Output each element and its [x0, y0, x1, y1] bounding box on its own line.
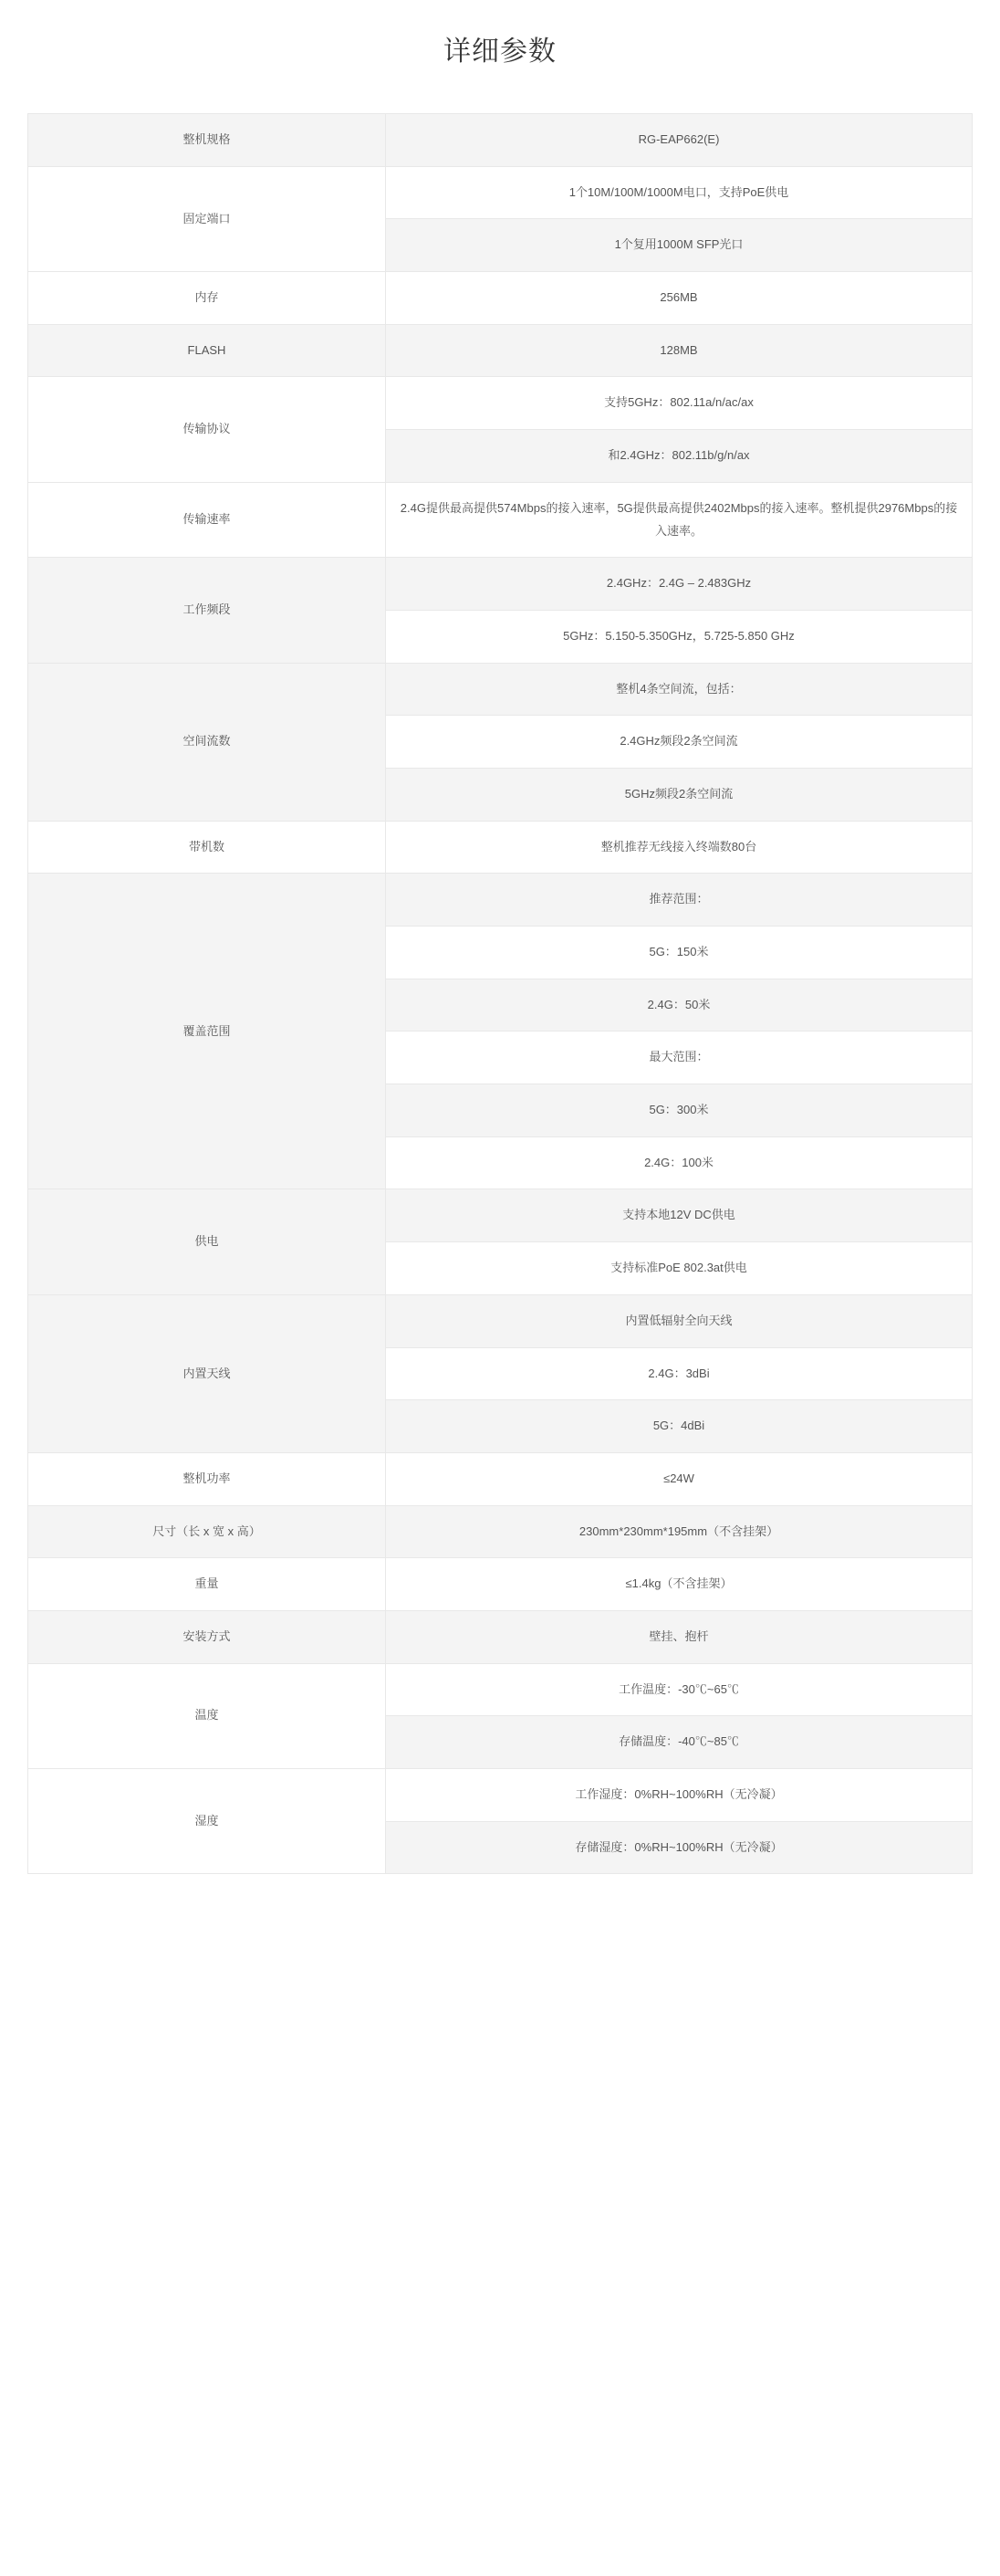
- spec-table-body: [28, 114, 973, 1874]
- spec-value: 支持标准PoE 802.3at供电: [386, 1242, 973, 1295]
- spec-value: ≤1.4kg（不含挂架）: [386, 1558, 973, 1611]
- spec-value: 2.4G：100米: [386, 1136, 973, 1189]
- table-row: [28, 1663, 973, 1716]
- spec-value: 2.4G：3dBi: [386, 1347, 973, 1400]
- spec-value: 整机推荐无线接入终端数80台: [386, 821, 973, 874]
- table-row: [28, 272, 973, 325]
- spec-value: 5G：300米: [386, 1084, 973, 1137]
- table-row: [28, 558, 973, 611]
- spec-value: 最大范围：: [386, 1031, 973, 1084]
- spec-table-wrapper: [0, 113, 1000, 1874]
- table-row: [28, 821, 973, 874]
- spec-value: RG-EAP662(E): [386, 114, 973, 167]
- table-row: [28, 1189, 973, 1242]
- spec-label: 固定端口: [28, 166, 386, 271]
- spec-value: 2.4G：50米: [386, 979, 973, 1031]
- table-row: [28, 1610, 973, 1663]
- page-title: 详细参数: [443, 37, 557, 67]
- table-row: [28, 114, 973, 167]
- spec-value: 壁挂、抱杆: [386, 1610, 973, 1663]
- spec-value: 支持本地12V DC供电: [386, 1189, 973, 1242]
- spec-value: 1个复用1000M SFP光口: [386, 219, 973, 272]
- spec-label: 带机数: [28, 821, 386, 874]
- spec-label: 传输速率: [28, 482, 386, 557]
- spec-label: 安装方式: [28, 1610, 386, 1663]
- specification-table: [27, 113, 973, 1874]
- table-row: [28, 166, 973, 219]
- spec-value: 2.4G提供最高提供574Mbps的接入速率，5G提供最高提供2402Mbps的接入速率。整机提供2976Mbps的接入速率。: [386, 482, 973, 557]
- spec-value: 230mm*230mm*195mm（不含挂架）: [386, 1505, 973, 1558]
- spec-label: 温度: [28, 1663, 386, 1768]
- spec-label: 整机功率: [28, 1452, 386, 1505]
- spec-value: 5G：4dBi: [386, 1400, 973, 1453]
- spec-value: 工作湿度：0%RH~100%RH（无冷凝）: [386, 1769, 973, 1822]
- spec-label: 尺寸（长 x 宽 x 高）: [28, 1505, 386, 1558]
- spec-value: 1个10M/100M/1000M电口，支持PoE供电: [386, 166, 973, 219]
- spec-value: 5GHz频段2条空间流: [386, 768, 973, 821]
- spec-value: 2.4GHz频段2条空间流: [386, 716, 973, 769]
- spec-label: 空间流数: [28, 663, 386, 821]
- spec-value: 和2.4GHz：802.11b/g/n/ax: [386, 430, 973, 483]
- spec-value: 256MB: [386, 272, 973, 325]
- table-row: [28, 324, 973, 377]
- spec-value: 工作温度：-30℃~65℃: [386, 1663, 973, 1716]
- table-row: [28, 1294, 973, 1347]
- spec-value: 128MB: [386, 324, 973, 377]
- spec-label: 供电: [28, 1189, 386, 1294]
- spec-label: 整机规格: [28, 114, 386, 167]
- spec-label: 湿度: [28, 1769, 386, 1874]
- spec-value: 存储温度：-40℃~85℃: [386, 1716, 973, 1769]
- spec-value: ≤24W: [386, 1452, 973, 1505]
- spec-label: 工作频段: [28, 558, 386, 663]
- table-row: [28, 1452, 973, 1505]
- spec-value: 5GHz：5.150-5.350GHz，5.725-5.850 GHz: [386, 610, 973, 663]
- spec-value: 支持5GHz：802.11a/n/ac/ax: [386, 377, 973, 430]
- table-row: [28, 663, 973, 716]
- spec-value: 内置低辐射全向天线: [386, 1294, 973, 1347]
- spec-label: 覆盖范围: [28, 874, 386, 1189]
- table-row: [28, 1769, 973, 1822]
- spec-label: 重量: [28, 1558, 386, 1611]
- table-row: [28, 874, 973, 927]
- spec-label: 传输协议: [28, 377, 386, 482]
- spec-label: FLASH: [28, 324, 386, 377]
- table-row: [28, 1558, 973, 1611]
- spec-value: 整机4条空间流，包括：: [386, 663, 973, 716]
- spec-value: 2.4GHz：2.4G – 2.483GHz: [386, 558, 973, 611]
- spec-value: 5G：150米: [386, 927, 973, 979]
- spec-value: 推荐范围：: [386, 874, 973, 927]
- spec-label: 内置天线: [28, 1294, 386, 1452]
- spec-label: 内存: [28, 272, 386, 325]
- table-row: [28, 1505, 973, 1558]
- table-row: [28, 377, 973, 430]
- spec-value: 存储湿度：0%RH~100%RH（无冷凝）: [386, 1821, 973, 1874]
- table-row: [28, 482, 973, 557]
